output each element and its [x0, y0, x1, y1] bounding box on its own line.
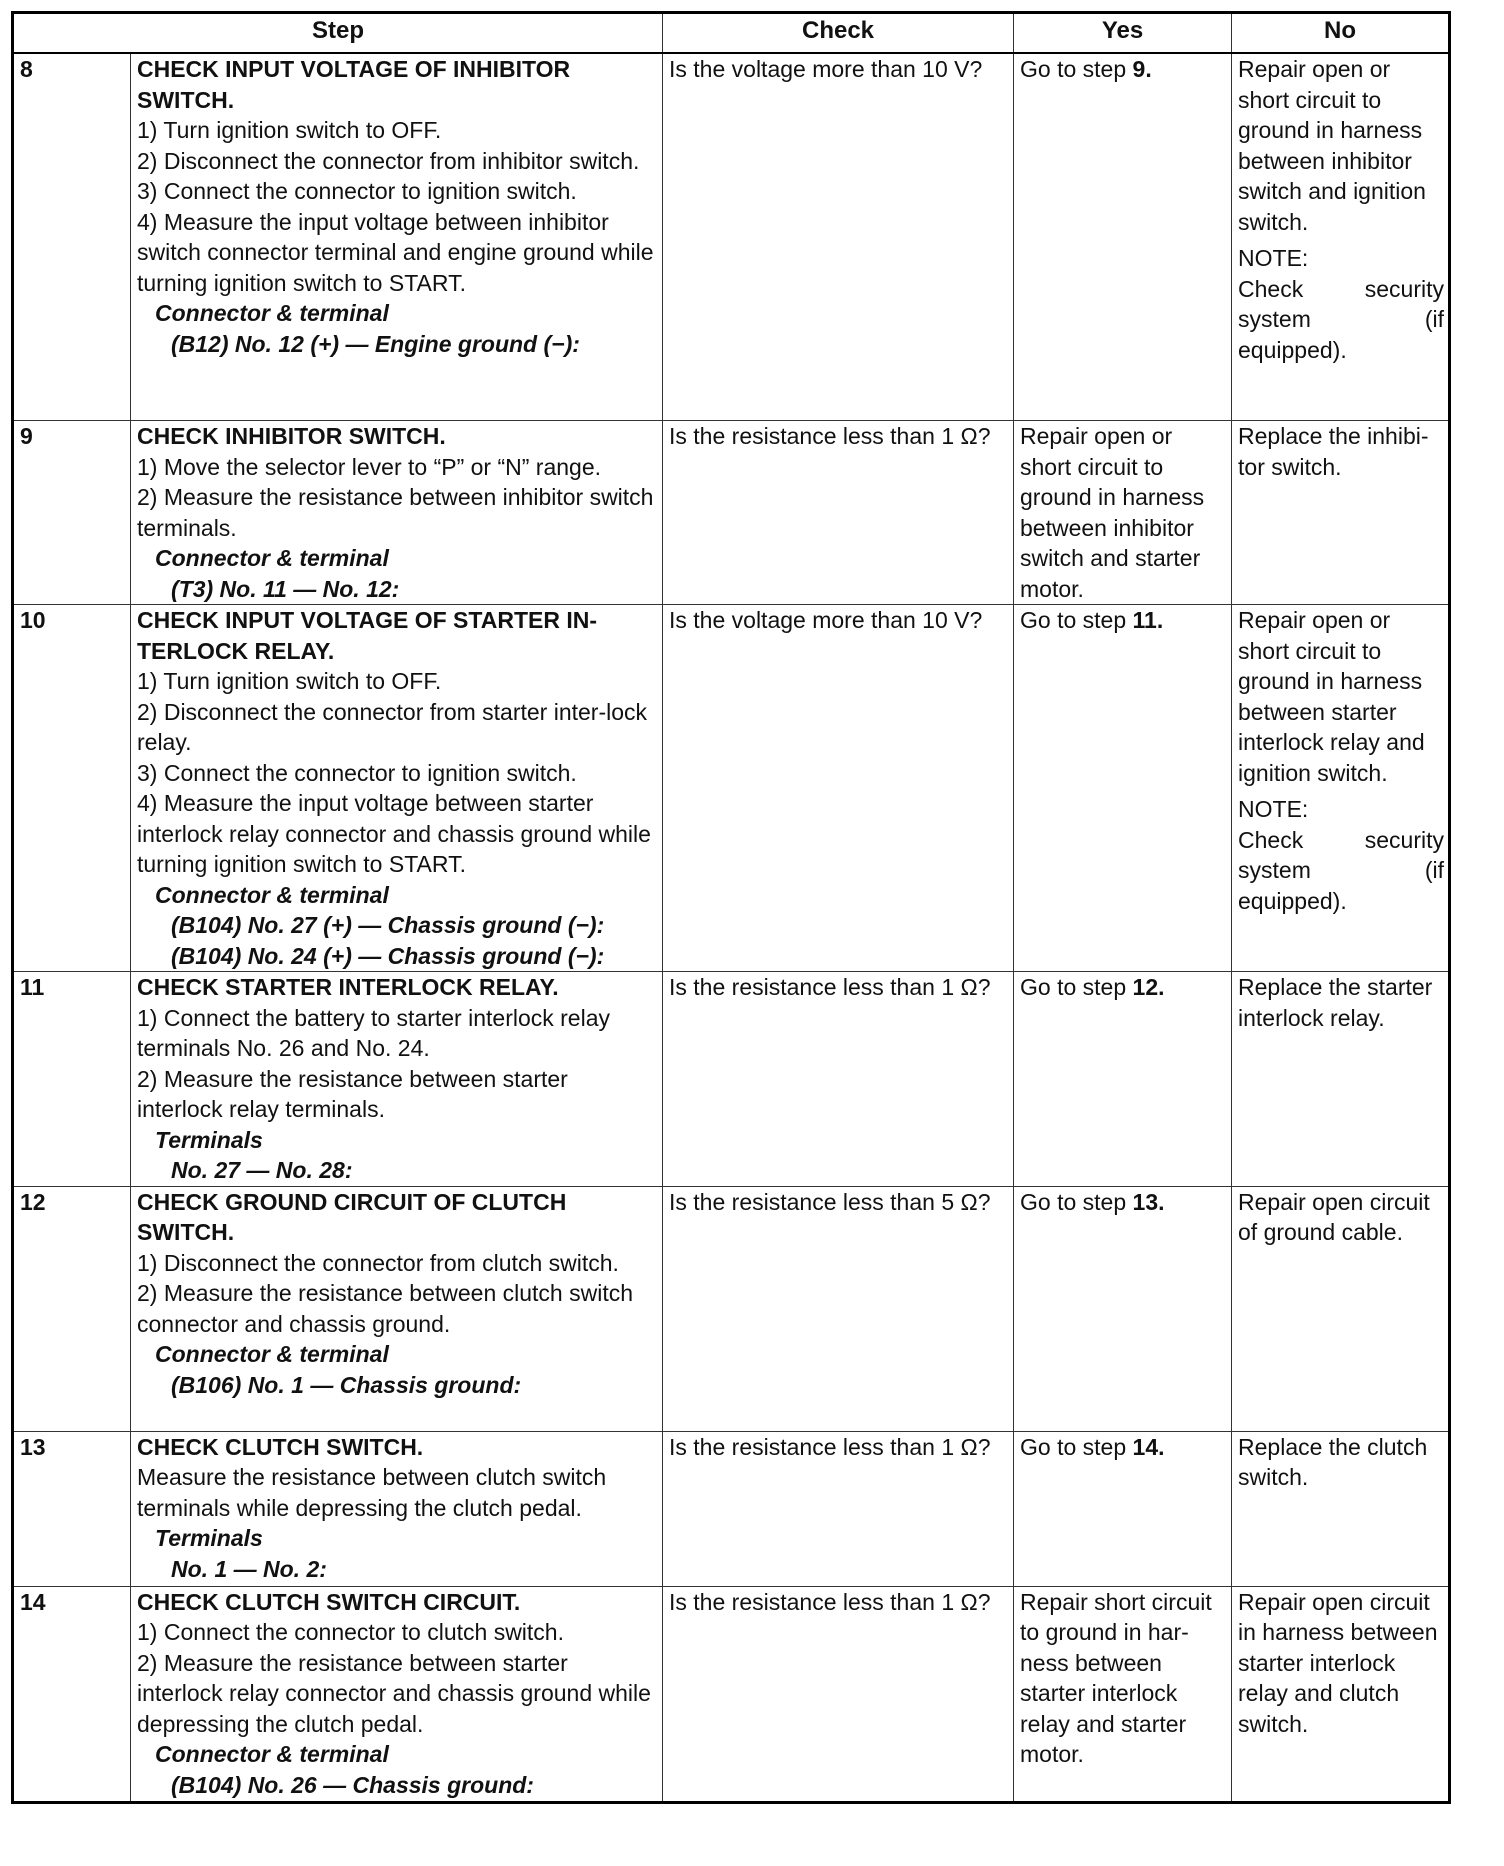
- yes-text: Go to step: [1020, 1433, 1133, 1460]
- no-cell: Repair open circuit of ground cable.: [1232, 1186, 1450, 1431]
- yes-cell: [1014, 605, 1232, 972]
- diagnostic-table: [11, 11, 1451, 1804]
- check-cell: Is the resistance less than 1 Ω?: [663, 421, 1014, 605]
- step-instruction: 1) Disconnect the connector from clutch switch.: [137, 1249, 619, 1276]
- yes-text: Go to step: [1020, 607, 1133, 633]
- step-title: CHECK INPUT VOLTAGE OF INHIBITOR SWITCH.: [137, 56, 571, 113]
- step-cell: [131, 972, 663, 1187]
- header-no: No: [1232, 13, 1450, 54]
- step-number: 12: [13, 1186, 131, 1431]
- yes-cell: [1014, 972, 1232, 1187]
- no-cell: [1232, 605, 1450, 972]
- step-title: CHECK GROUND CIRCUIT OF CLUTCH SWITCH.: [137, 1188, 567, 1245]
- step-cell: [131, 1431, 663, 1586]
- yes-step-ref: 9.: [1132, 56, 1152, 82]
- step-title: CHECK CLUTCH SWITCH.: [137, 1433, 424, 1460]
- check-cell: Is the voltage more than 10 V?: [663, 53, 1014, 421]
- check-cell: Is the voltage more than 10 V?: [663, 605, 1014, 972]
- connector-label: Connector & terminal: [155, 300, 389, 326]
- step-instruction: 1) Turn ignition switch to OFF.: [137, 668, 442, 694]
- no-cell: Replace the clutch switch.: [1232, 1431, 1450, 1586]
- connector-label: Connector & terminal: [155, 545, 389, 571]
- yes-text: Go to step: [1020, 56, 1133, 82]
- note-label: NOTE:: [1238, 796, 1309, 822]
- no-cell: Replace the inhibi-tor switch.: [1232, 421, 1450, 605]
- step-instruction: 1) Connect the connector to clutch switch.: [137, 1619, 564, 1645]
- yes-cell: [1014, 1186, 1232, 1431]
- no-cell: [1232, 53, 1450, 421]
- header-check: Check: [663, 13, 1014, 54]
- header-yes: Yes: [1014, 13, 1232, 54]
- step-instruction: 1) Turn ignition switch to OFF.: [137, 117, 442, 143]
- note-text: Check security system (if equipped).: [1238, 275, 1445, 363]
- step-title: CHECK INHIBITOR SWITCH.: [137, 423, 446, 449]
- step-title: CHECK INPUT VOLTAGE OF STARTER IN-TERLOCK RELAY.: [137, 607, 597, 664]
- no-cell: Replace the starter interlock relay.: [1232, 972, 1450, 1187]
- check-cell: Is the resistance less than 1 Ω?: [663, 972, 1014, 1187]
- connector-value: (B104) No. 26 — Chassis ground:: [171, 1771, 534, 1798]
- no-text: Repair open or short circuit to ground in harness between starter interlock relay and ignition switch.: [1238, 607, 1425, 786]
- connector-value: No. 27 — No. 28:: [171, 1157, 353, 1183]
- step-number: 9: [13, 421, 131, 605]
- table-row: [13, 972, 1450, 1187]
- step-number: 14: [13, 1586, 131, 1802]
- step-instruction: 2) Disconnect the connector from starter inter-lock relay.: [137, 698, 648, 755]
- yes-step-ref: 13.: [1132, 1188, 1165, 1215]
- step-cell: [131, 605, 663, 972]
- step-instruction: 2) Disconnect the connector from inhibitor switch.: [137, 147, 640, 174]
- step-instruction: 4) Measure the input voltage between starter interlock relay connector and chassis ground while turning ignition switch to START.: [137, 790, 651, 877]
- yes-step-ref: 12.: [1132, 974, 1165, 1000]
- yes-cell: [1014, 53, 1232, 421]
- connector-value: (B106) No. 1 — Chassis ground:: [171, 1371, 522, 1398]
- header-row: [13, 13, 1450, 54]
- yes-step-ref: 14.: [1132, 1433, 1165, 1460]
- yes-cell: Repair open or short circuit to ground in harness between inhibitor switch and starter motor.: [1014, 421, 1232, 605]
- step-instruction: Measure the resistance between clutch switch terminals while depressing the clutch pedal.: [137, 1464, 607, 1521]
- step-number: 13: [13, 1431, 131, 1586]
- no-cell: Repair open circuit in harness between starter interlock relay and clutch switch.: [1232, 1586, 1450, 1802]
- step-instruction: 1) Connect the battery to starter interlock relay terminals No. 26 and No. 24.: [137, 1004, 610, 1061]
- yes-text: Go to step: [1020, 1188, 1133, 1215]
- step-title: CHECK CLUTCH SWITCH CIRCUIT.: [137, 1588, 521, 1615]
- table-row: [13, 1431, 1450, 1586]
- step-instruction: 2) Measure the resistance between starter interlock relay terminals.: [137, 1065, 568, 1122]
- yes-text: Go to step: [1020, 974, 1133, 1000]
- step-instruction: 2) Measure the resistance between clutch switch connector and chassis ground.: [137, 1280, 634, 1337]
- step-number: 11: [13, 972, 131, 1187]
- note-label: NOTE:: [1238, 245, 1309, 271]
- step-title: CHECK STARTER INTERLOCK RELAY.: [137, 974, 559, 1000]
- step-cell: [131, 421, 663, 605]
- no-text: Repair open or short circuit to ground in harness between inhibitor switch and ignition switch.: [1238, 56, 1426, 235]
- step-number: 8: [13, 53, 131, 421]
- step-instruction: 2) Measure the resistance between inhibitor switch terminals.: [137, 484, 654, 541]
- connector-value: (T3) No. 11 — No. 12:: [171, 575, 400, 602]
- connector-label: Connector & terminal: [155, 881, 389, 908]
- step-cell: [131, 1186, 663, 1431]
- connector-value: No. 1 — No. 2:: [171, 1555, 327, 1582]
- step-cell: [131, 53, 663, 421]
- connector-value: (B104) No. 24 (+) — Chassis ground (−):: [171, 942, 605, 969]
- table-row: [13, 421, 1450, 605]
- connector-label: Connector & terminal: [155, 1341, 389, 1367]
- table-row: [13, 53, 1450, 421]
- step-instruction: 3) Connect the connector to ignition switch.: [137, 759, 577, 786]
- connector-value: (B12) No. 12 (+) — Engine ground (−):: [171, 330, 580, 357]
- table-row: [13, 605, 1450, 972]
- connector-label: Terminals: [155, 1126, 263, 1153]
- step-instruction: 1) Move the selector lever to “P” or “N” range.: [137, 453, 601, 480]
- note-text: Check security system (if equipped).: [1238, 826, 1445, 914]
- yes-cell: Repair short circuit to ground in har-ness between starter interlock relay and starter motor.: [1014, 1586, 1232, 1802]
- connector-label: Terminals: [155, 1525, 263, 1551]
- header-step: Step: [13, 13, 663, 54]
- table-row: [13, 1586, 1450, 1802]
- check-cell: Is the resistance less than 5 Ω?: [663, 1186, 1014, 1431]
- yes-cell: [1014, 1431, 1232, 1586]
- check-cell: Is the resistance less than 1 Ω?: [663, 1431, 1014, 1586]
- table-row: [13, 1186, 1450, 1431]
- step-number: 10: [13, 605, 131, 972]
- check-cell: Is the resistance less than 1 Ω?: [663, 1586, 1014, 1802]
- step-instruction: 3) Connect the connector to ignition switch.: [137, 178, 577, 204]
- step-cell: [131, 1586, 663, 1802]
- step-instruction: 4) Measure the input voltage between inhibitor switch connector terminal and engine ground while turning ignition switch to START.: [137, 208, 654, 296]
- connector-value: (B104) No. 27 (+) — Chassis ground (−):: [171, 912, 605, 938]
- yes-step-ref: 11.: [1132, 607, 1164, 633]
- step-instruction: 2) Measure the resistance between starter interlock relay connector and chassis ground while depressing the clutch pedal.: [137, 1649, 651, 1737]
- connector-label: Connector & terminal: [155, 1741, 389, 1767]
